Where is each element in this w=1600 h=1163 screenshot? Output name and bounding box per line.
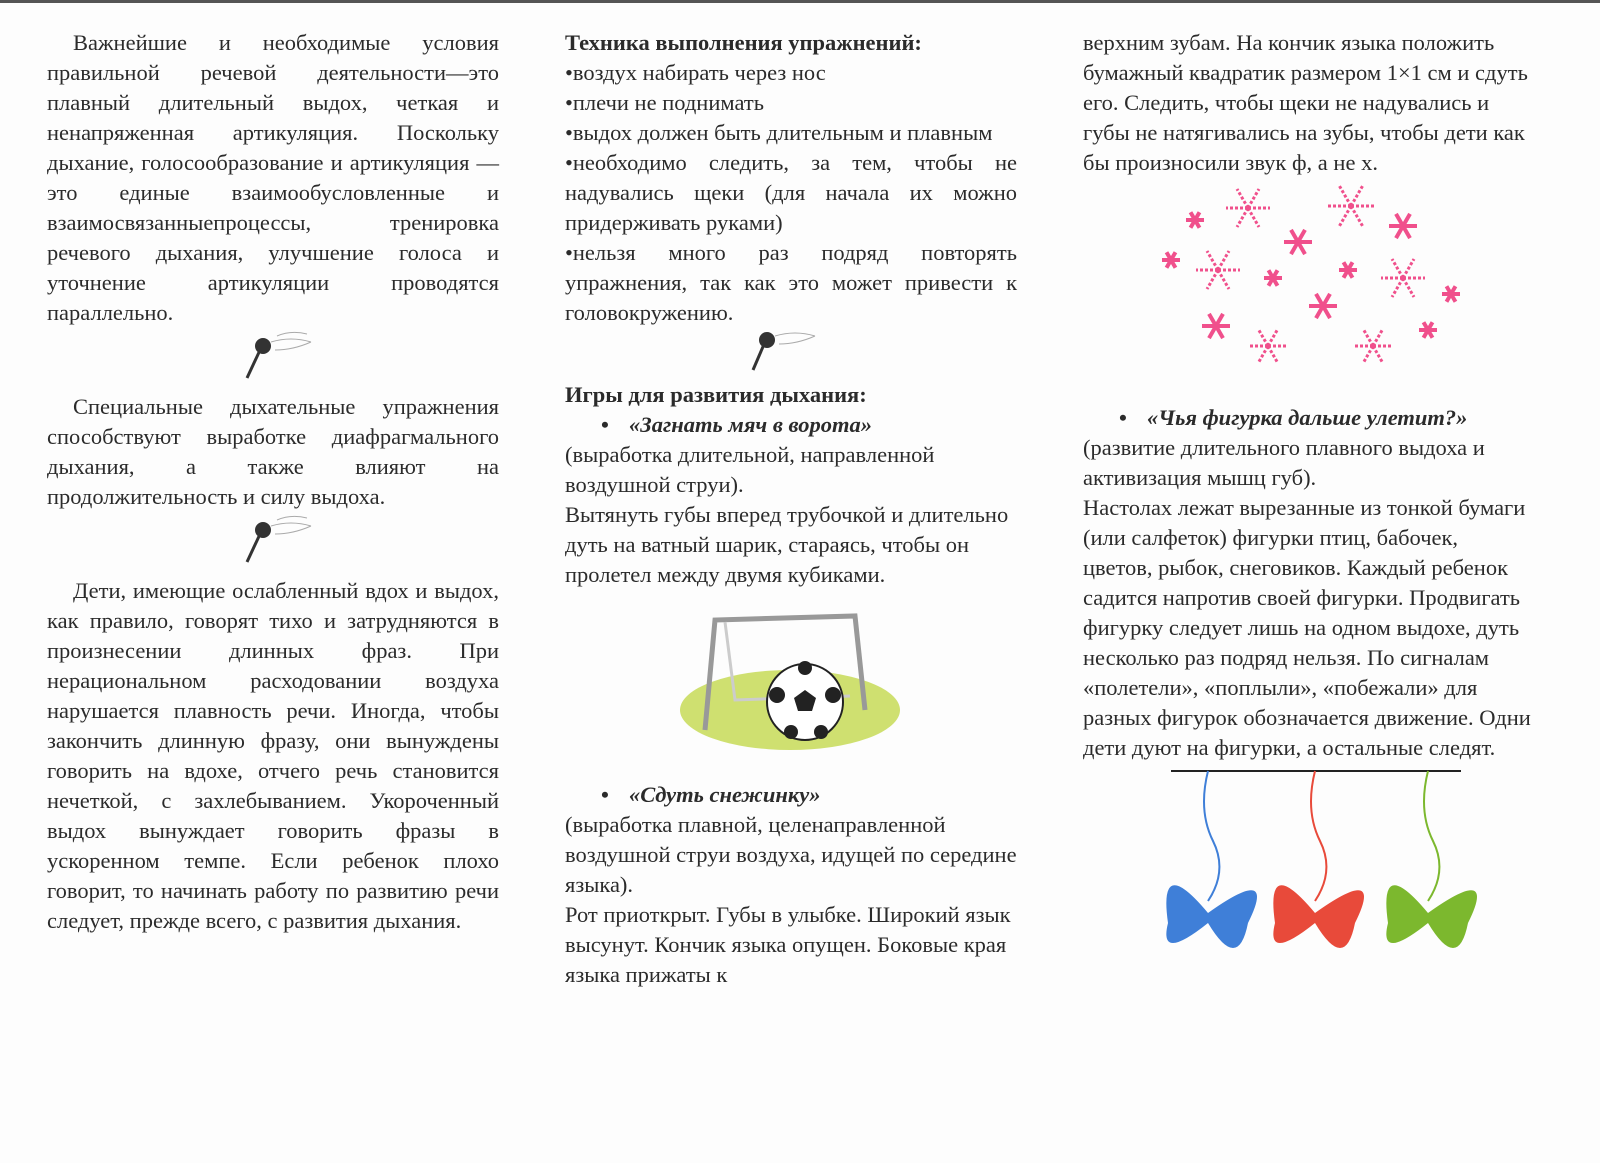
- snowflake-icon: [1264, 270, 1282, 286]
- snowflake-icon: [1353, 329, 1393, 364]
- snowflake-icon: [1389, 214, 1417, 238]
- column-left: [47, 28, 499, 936]
- column-middle: [565, 28, 1017, 990]
- game-title-text: «Загнать мяч в ворота»: [629, 412, 873, 437]
- game-description-continued: верхним зубам. На кончик языка положить бумажный квадратик размером 1×1 см и сдуть его. Следить, чтобы щеки не надувались и губы не натягивались на зубы, чтобы дети как бы произносили звук ф, а не х.: [1083, 30, 1528, 175]
- game-title-text: «Чья фигурка дальше улетит?»: [1147, 405, 1468, 430]
- games-heading: Игры для развития дыхания:: [565, 382, 867, 407]
- technique-item: •воздух набирать через нос: [565, 60, 826, 85]
- game-description: Рот приоткрыт. Губы в улыбке. Широкий язык высунут. Кончик языка опущен. Боковые края языка прижаты к: [565, 902, 1011, 987]
- dandelion-icon: [47, 512, 499, 574]
- game-title: [565, 780, 1017, 810]
- dandelion-icon: [47, 328, 499, 390]
- game-description: Настолах лежат вырезанные из тонкой бумаги (или салфеток) фигурки птиц, бабочек, цветов, рыбок, снеговиков. Каждый ребенок садится напротив своей фигурки. Продвигать фигурку следует лишь на одном выдохе, дуть несколько раз подряд нельзя. По сигналам «полетели», «поплыли», «побежали» для разных фигурок обозначается движение. Одни дети дуют на фигурки, а остальные следят.: [1083, 495, 1531, 760]
- game-title: [565, 410, 1017, 440]
- snowflake-icon: [1202, 314, 1230, 338]
- butterflies-illustration: [1083, 763, 1533, 973]
- children-paragraph: Дети, имеющие ослабленный вдох и выдох, как правило, говорят тихо и затрудняются в произнесении длинных фраз. При нерациональном расходовании воздуха нарушается плавность речи. Иногда, чтобы закончить длинную фразу, они вынуждены говорить на вдохе, отчего речь становится нечеткой, с захлебыванием. Укороченный выдох вынуждает говорить фразы в ускоренном темпе. Если ребенок плохо говорит, то начинать работу по развитию речи следует, прежде всего, с развития дыхания.: [47, 578, 499, 933]
- snowflake-icon: [1162, 252, 1180, 268]
- game-description: Вытянуть губы вперед трубочкой и длительно дуть на ватный шарик, стараясь, чтобы он пролетел между двумя кубиками.: [565, 502, 1009, 587]
- game-goal: (развитие длительного плавного выдоха и активизация мышц губ).: [1083, 435, 1485, 490]
- dandelion-icon: [565, 328, 1017, 380]
- scan-edge: [0, 0, 1600, 3]
- snowflake-icon: [1196, 251, 1240, 289]
- game-title-text: «Сдуть снежинку»: [629, 782, 821, 807]
- snowflake-icon: [1419, 322, 1437, 338]
- exercises-paragraph: Специальные дыхательные упражнения способствуют выработке диафрагмального дыхания, а также влияют на продолжительность и силу выдоха.: [47, 394, 499, 509]
- snowflake-icon: [1248, 329, 1288, 364]
- game-title: [1083, 403, 1533, 433]
- snowflake-icon: [1226, 189, 1270, 227]
- snowflake-icon: [1327, 185, 1375, 227]
- technique-item: •необходимо следить, за тем, чтобы не надувались щеки (для начала их можно придерживать руками): [565, 150, 1017, 235]
- intro-paragraph: Важнейшие и необходимые условия правильной речевой деятельности—это плавный длительный выдох, четкая и ненапряженная артикуляция. Поскольку дыхание, голосообразование и артикуляция —это единые взаимообусловленные и взаимосвязанныепроцессы, тренировка речевого дыхания, улучшение голоса и уточнение артикуляции проводятся параллельно.: [47, 30, 499, 325]
- snowflakes-illustration: [1083, 178, 1533, 403]
- snowflake-icon: [1339, 262, 1357, 278]
- snowflake-icon: [1284, 230, 1312, 254]
- game-goal: (выработка плавной, целенаправленной воздушной струи воздуха, идущей по середине языка).: [565, 812, 1017, 897]
- technique-item: •выдох должен быть длительным и плавным: [565, 120, 993, 145]
- column-right: [1083, 28, 1533, 973]
- snowflake-icon: [1442, 286, 1460, 302]
- snowflake-icon: [1309, 294, 1337, 318]
- snowflake-icon: [1186, 212, 1204, 228]
- technique-heading: Техника выполнения упражнений:: [565, 30, 922, 55]
- game-goal: (выработка длительной, направленной воздушной струи).: [565, 442, 935, 497]
- technique-item: •нельзя много раз подряд повторять упражнения, так как это может привести к головокружению.: [565, 240, 1017, 325]
- technique-item: •плечи не поднимать: [565, 90, 764, 115]
- soccer-goal-illustration: [565, 590, 1017, 780]
- snowflake-icon: [1381, 259, 1425, 297]
